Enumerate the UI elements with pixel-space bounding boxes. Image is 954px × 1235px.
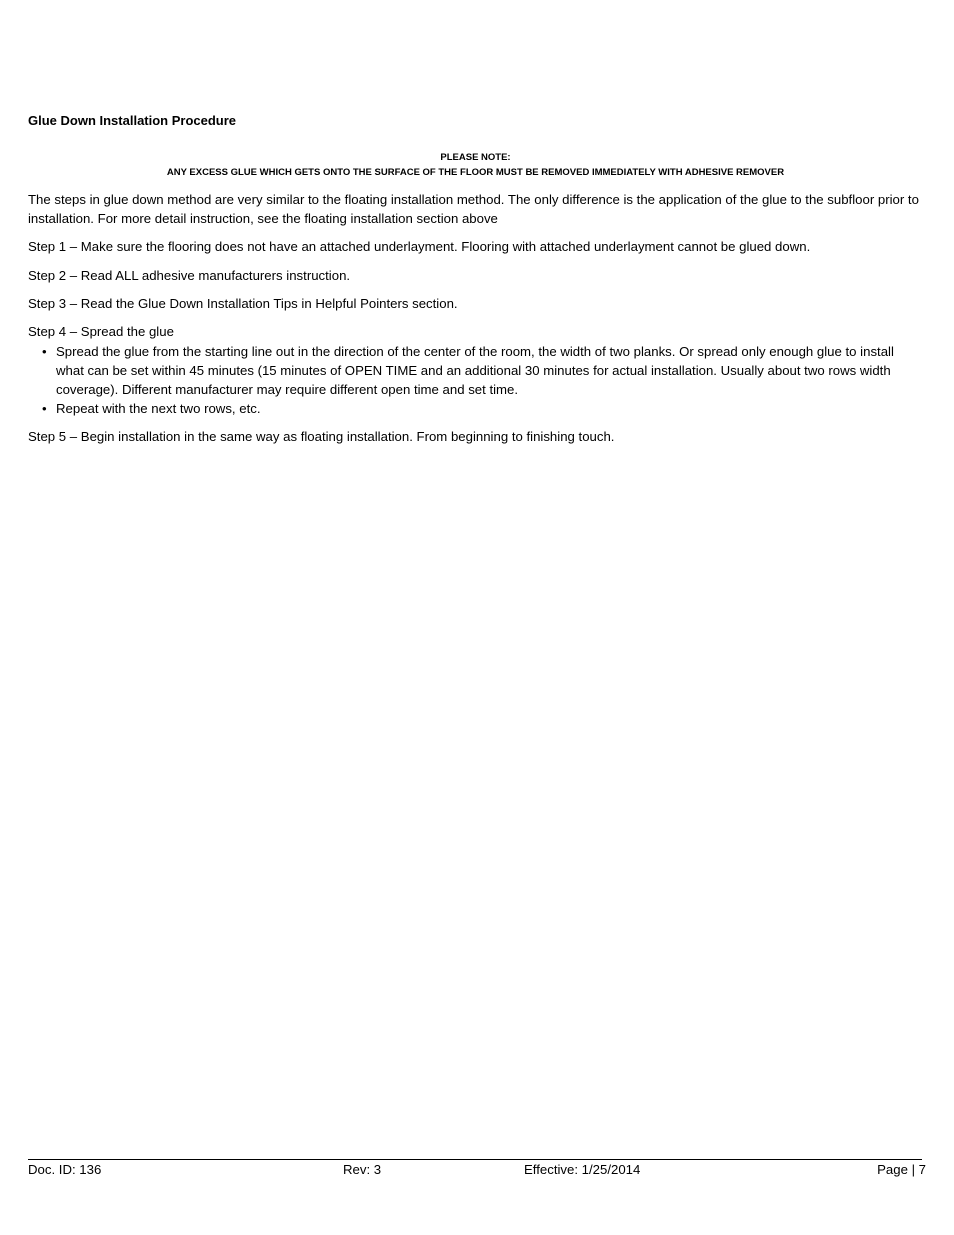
step-4-paragraph: Step 4 – Spread the glue	[28, 324, 174, 339]
bullet-text: Repeat with the next two rows, etc.	[56, 401, 261, 416]
bullet-icon: •	[42, 401, 47, 416]
please-note-block	[28, 150, 923, 180]
footer-doc-id: Doc. ID: 136	[28, 1162, 102, 1177]
note-heading: PLEASE NOTE:	[440, 152, 511, 163]
footer-effective-date: Effective: 1/25/2014	[524, 1162, 641, 1177]
step-4-bullet-list	[28, 342, 923, 418]
step-1-paragraph: Step 1 – Make sure the flooring does not have an attached underlayment. Flooring with attached underlayment cannot be glued down.	[28, 239, 811, 254]
footer-page-number: Page | 7	[877, 1162, 926, 1177]
bullet-icon: •	[42, 344, 47, 359]
footer-revision: Rev: 3	[343, 1162, 382, 1177]
section-title: Glue Down Installation Procedure	[28, 113, 237, 128]
bullet-text: Spread the glue from the starting line out in the direction of the center of the room, the width of two planks. Or spread only enough glue to install what can be set within 45 minutes (15 minutes of OPEN TIME and an additional 30 minutes for actual installation. Usually about two rows width coverage). Different manufacturer may require different open time and set time.	[56, 344, 894, 397]
list-item	[28, 399, 923, 418]
note-text: ANY EXCESS GLUE WHICH GETS ONTO THE SURFACE OF THE FLOOR MUST BE REMOVED IMMEDIATELY WITH ADHESIVE REMOVER	[166, 167, 785, 178]
step-2-paragraph: Step 2 – Read ALL adhesive manufacturers instruction.	[28, 268, 351, 283]
page-footer	[28, 1160, 926, 1180]
list-item	[28, 342, 923, 399]
step-5-paragraph: Step 5 – Begin installation in the same way as floating installation. From beginning to finishing touch.	[28, 429, 615, 444]
step-3-paragraph: Step 3 – Read the Glue Down Installation Tips in Helpful Pointers section.	[28, 296, 458, 311]
intro-paragraph: The steps in glue down method are very similar to the floating installation method. The only difference is the application of the glue to the subfloor prior to installation. For more detail instruction, see the floating installation section above	[28, 192, 919, 226]
